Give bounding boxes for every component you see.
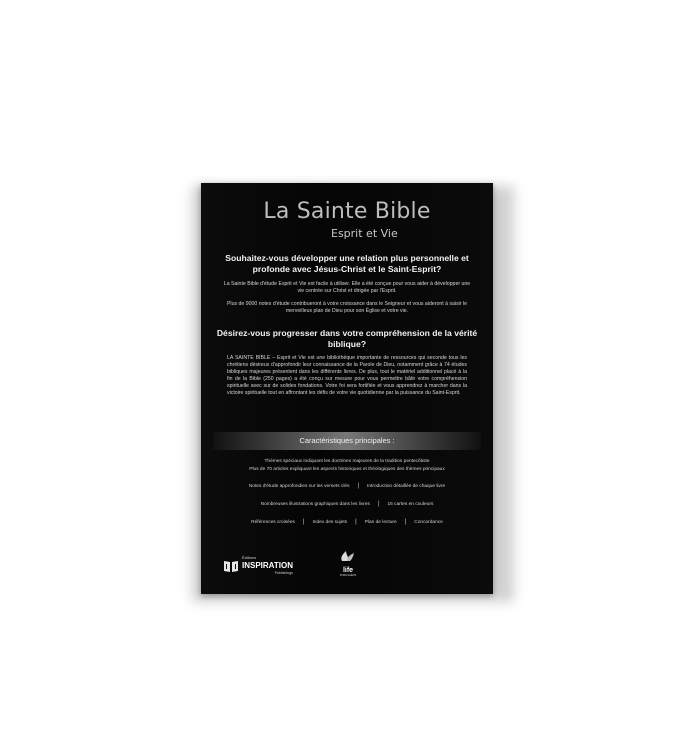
life-publishers-logo [337,549,359,577]
flame-leaf-icon [339,550,357,562]
open-book-icon [223,559,239,573]
inspiration-logo-sub: Publishings [274,571,293,575]
inspiration-logo-editions: Éditions [242,555,257,560]
separator: | [404,519,407,525]
cover-title: La Sainte Bible [263,199,431,224]
separator: | [355,519,357,525]
feature-line-1: Thèmes spéciaux indiquant les doctrines majeures de la tradition pentecôtiste [264,459,430,464]
feature-row-5 [217,519,477,525]
feature-row-4 [217,501,477,507]
life-logo-word: life [342,567,354,574]
separator: | [357,483,360,489]
paragraph-library: LA SAINTE BIBLE – Esprit et Vie est une bibliothèque importante de ressources qui seconde tous les chrétiens désireux d'approfondir leur connaissance de la Parole de Dieu, notamment grâce à 74 études bibliques majeures présentent dans les différents livres. De plus, tout le matériel additionnel placé à la fin de la Bible (250 pages) a été conçu sur mesure pour vous permettre bâtir votre compréhension spirituelle avec sur de solides fondations. Votre foi sera fortifiée et vous apprendrez à marcher dans la victoire spirituelle tout en affrontant les défis de votre vie quotidienne par la puissance du Saint-Esprit. [227,355,467,396]
features-label: Caractéristiques principales : [299,436,395,445]
life-logo-publishers: PUBLISHERS [339,574,357,577]
paragraph-easy-use: La Sainte Bible d'étude Esprit et Vie est facile à utiliser. Elle a été conçue pour vous aider à développer une vie centrée sur Christ et dirigée par l'Esprit. [223,281,471,294]
features-band [213,432,481,450]
inspiration-logo-name: INSPIRATION [242,561,293,570]
feature-cross-references: Références croisées [251,519,295,525]
separator: | [377,501,380,507]
separator: | [302,519,305,525]
feature-illustrations: Nombreuses illustrations graphiques dans les livres [260,501,370,507]
heading-progress: Désirez-vous progresser dans votre compréhension de la vérité biblique? [216,328,478,349]
feature-row-3 [217,483,477,489]
cover-subtitle: Esprit et Vie [331,227,398,240]
feature-reading-plan: Plan de lecture [364,519,397,525]
feature-maps: 16 cartes en couleurs [387,501,434,507]
feature-line-2: Plus de 70 articles expliquant les aspects historiques et théologiques des thèmes principaux [249,467,445,472]
feature-study-notes: Notes d'étude approfondies sur les versets clés [248,483,350,489]
feature-book-intro: Introduction détaillée de chaque livre [367,483,446,489]
feature-subject-index: Index des sujets [312,519,348,525]
book-back-cover [201,183,493,594]
paragraph-study-notes: Plus de 9000 notes d'étude contribueront à votre croissance dans le Seigneur et vous aideront à saisir le merveilleux plan de Dieu pour son Église et votre vie. [226,301,468,314]
heading-relation: Souhaitez-vous développer une relation plus personnelle et profonde avec Jésus-Christ et le Saint-Esprit? [225,253,469,274]
feature-concordance: Concordance [414,519,443,525]
inspiration-logo [223,555,293,576]
